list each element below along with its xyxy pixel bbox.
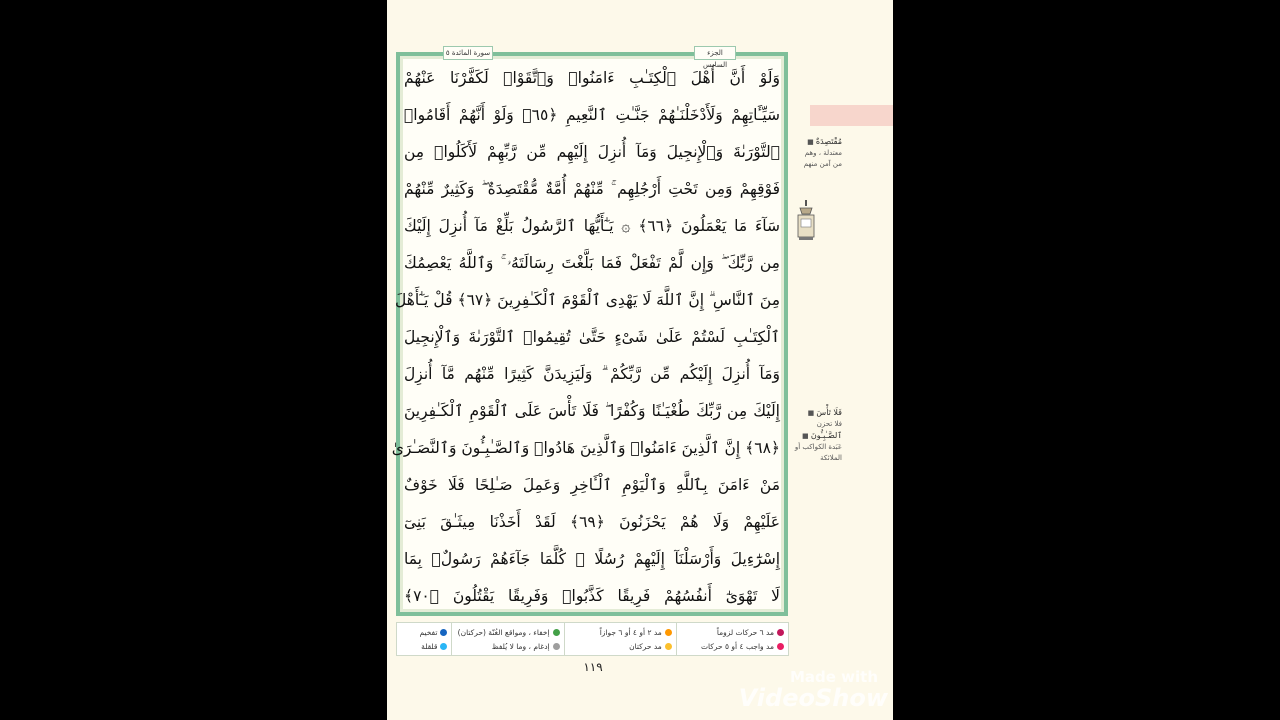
verse-line: إِسْرَٰٓءِيلَ وَأَرْسَلْنَآ إِلَيْهِمْ رُسُلًا ۖ كُلَّمَا جَآءَهُمْ رَسُولٌۢ بِمَا: [404, 550, 780, 568]
verse-line: لَا تَهْوَىٰٓ أَنفُسُهُمْ فَرِيقًا كَذَّبُوا۟ وَفَرِيقًا يَقْتُلُونَ ﴿٧٠﴾: [404, 587, 780, 605]
legend-item: مد حركتان: [569, 642, 672, 651]
watermark-logo: VideoShow: [738, 684, 888, 712]
legend-item: إدغام ، وما لا يُلفظ: [456, 642, 559, 651]
legend-column: [564, 623, 676, 655]
verse-line: مِنَ ٱلنَّاسِ ۗ إِنَّ ٱللَّهَ لَا يَهْدِى ٱلْقَوْمَ ٱلْكَـٰفِرِينَ ﴿٦٧﴾ قُلْ يَـٰٓأَهْلَ: [395, 291, 780, 309]
legend-item: مد ٢ أو ٤ أو ٦ جوازاً: [569, 628, 672, 637]
verse-line: ٱلتَّوْرَىٰةَ وَٱلْإِنجِيلَ وَمَآ أُنزِلَ إِلَيْهِم مِّن رَّبِّهِمْ لَأَكَلُوا۟ مِن: [404, 143, 780, 161]
hizb-marker-icon: [796, 200, 816, 240]
legend-item: إخفاء ، ومواقع الغُنّة (حركتان): [456, 628, 559, 637]
page-number: ١١٩: [583, 660, 603, 674]
verse-line: ﴿٦٨﴾ إِنَّ ٱلَّذِينَ ءَامَنُوا۟ وَٱلَّذِينَ هَادُوا۟ وَٱلصَّـٰبِـُٔونَ وَٱلنَّصَـٰرَىٰ: [391, 439, 780, 457]
verse-line: عَلَيْهِمْ وَلَا هُمْ يَحْزَنُونَ ﴿٦٩﴾ لَقَدْ أَخَذْنَا مِيثَـٰقَ بَنِىٓ: [404, 513, 780, 531]
verse-line: وَلَوْ أَنَّ أَهْلَ ٱلْكِتَـٰبِ ءَامَنُوا۟ وَٱتَّقَوْا۟ لَكَفَّرْنَا عَنْهُمْ: [404, 69, 780, 87]
verse-line: إِلَيْكَ مِن رَّبِّكَ طُغْيَـٰنًا وَكُفْرًا ۖ فَلَا تَأْسَ عَلَى ٱلْقَوْمِ ٱلْكَـٰفِرِينَ: [404, 402, 780, 420]
verse-line: فَوْقِهِمْ وَمِن تَحْتِ أَرْجُلِهِم ۚ مِّنْهُمْ أُمَّةٌ مُّقْتَصِدَةٌ ۖ وَكَثِيرٌ مِّنْهُمْ: [404, 180, 780, 198]
legend-item: مد ٦ حركات لزوماً: [681, 628, 784, 637]
surah-header: سورة المائدة ٥: [443, 46, 493, 60]
legend-item: قلقلة: [401, 642, 447, 651]
tajweed-legend: [396, 622, 789, 656]
side-note-meaning: معتدلة ، وهم من آمن منهم: [803, 149, 842, 168]
juz-header: الجزء السادس: [694, 46, 736, 60]
side-note-word: فَلَا تَأْسَ: [816, 408, 842, 417]
side-note-meaning: فلا تحزن: [816, 420, 842, 428]
legend-column: [451, 623, 563, 655]
color-dot-icon: [440, 643, 447, 650]
legend-column: [676, 623, 788, 655]
verse-line: وَمَآ أُنزِلَ إِلَيْكُم مِّن رَّبِّكُمْ ۗ وَلَيَزِيدَنَّ كَثِيرًا مِّنْهُم مَّآ أُنزِلَ: [404, 365, 780, 383]
side-note-word: ٱلصَّـٰبِـُٔونَ: [810, 431, 842, 440]
verse-line: مَنْ ءَامَنَ بِٱللَّهِ وَٱلْيَوْمِ ٱلْـَٔاخِرِ وَعَمِلَ صَـٰلِحًا فَلَا خَوْفٌ: [404, 476, 780, 494]
verse-line: سَآءَ مَا يَعْمَلُونَ ﴿٦٦﴾ ۞ يَـٰٓأَيُّهَا ٱلرَّسُولُ بَلِّغْ مَآ أُنزِلَ إِلَيْكَ: [404, 217, 780, 235]
verse-text-block: [391, 60, 780, 615]
watermark-line1: Made with: [789, 668, 878, 686]
watermark: [728, 668, 888, 718]
color-dot-icon: [777, 643, 784, 650]
side-note-group: فَلَا تَأْسَ ■ فلا تحزن ٱلصَّـٰبِـُٔونَ ■ عَبَدة الكواكب أو الملائكة: [794, 408, 842, 462]
verse-line: سَيِّـَٔاتِهِمْ وَلَأَدْخَلْنَـٰهُمْ جَنَّـٰتِ ٱلنَّعِيمِ ﴿٦٥﴾ وَلَوْ أَنَّهُمْ أَقَامُوا۟: [404, 106, 780, 124]
color-dot-icon: [440, 629, 447, 636]
side-note-word: مُقْتَصِدَةٌ: [815, 137, 842, 146]
verse-line: ٱلْكِتَـٰبِ لَسْتُمْ عَلَىٰ شَىْءٍ حَتَّىٰ تُقِيمُوا۟ ٱلتَّوْرَىٰةَ وَٱلْإِنجِيلَ: [404, 328, 780, 346]
side-note: مُقْتَصِدَةٌ ■ معتدلة ، وهم من آمن منهم: [803, 137, 842, 168]
color-dot-icon: [665, 643, 672, 650]
verse-line: مِن رَّبِّكَ ۖ وَإِن لَّمْ تَفْعَلْ فَمَا بَلَّغْتَ رِسَالَتَهُۥ ۚ وَٱللَّهُ يَعْصِمُكَ: [404, 254, 780, 272]
side-note-meaning: عَبَدة الكواكب أو الملائكة: [794, 443, 842, 462]
bookmark-tab[interactable]: [810, 105, 893, 126]
legend-item: مد واجب ٤ أو ٥ حركات: [681, 642, 784, 651]
legend-item: تفخيم: [401, 628, 447, 637]
legend-column: [397, 623, 451, 655]
color-dot-icon: [777, 629, 784, 636]
color-dot-icon: [553, 629, 560, 636]
color-dot-icon: [665, 629, 672, 636]
color-dot-icon: [553, 643, 560, 650]
